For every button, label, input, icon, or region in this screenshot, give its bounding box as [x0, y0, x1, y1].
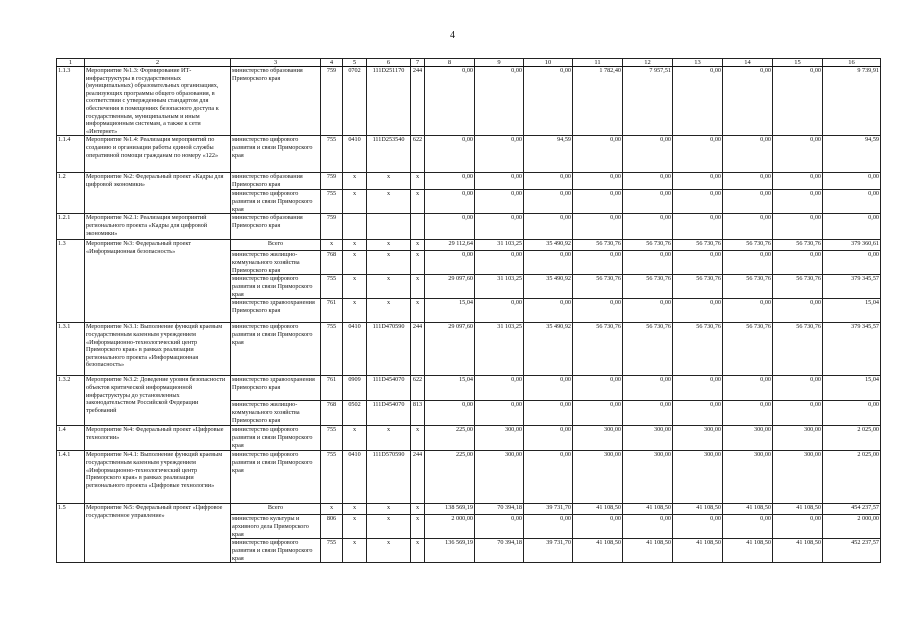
- table-cell: 0,00: [425, 251, 475, 275]
- table-cell: 56 730,76: [673, 323, 723, 376]
- responsible-agency: министерство цифрового развития и связи Приморского края: [231, 323, 321, 376]
- table-cell: 56 730,76: [573, 275, 623, 299]
- table-cell: 0,00: [723, 251, 773, 275]
- table-cell: 111D470590: [367, 323, 411, 376]
- activity-name: Мероприятие №2: Федеральный проект «Кадры для цифровой экономики»: [85, 173, 231, 214]
- table-cell: 35 490,92: [524, 275, 573, 299]
- row-code: 1.3: [57, 240, 85, 323]
- table-cell: 300,00: [723, 451, 773, 504]
- table-cell: 0,00: [623, 251, 673, 275]
- table-cell: 225,00: [425, 426, 475, 451]
- table-cell: 0,00: [673, 173, 723, 190]
- table-cell: 0,00: [573, 214, 623, 240]
- table-cell: 379 345,57: [823, 323, 881, 376]
- table-cell: 300,00: [773, 451, 823, 504]
- column-number: 9: [475, 59, 524, 67]
- table-cell: 0410: [343, 451, 367, 504]
- table-cell: 29 097,60: [425, 323, 475, 376]
- table-cell: 56 730,76: [673, 275, 723, 299]
- responsible-agency: министерство цифрового развития и связи Приморского края: [231, 275, 321, 299]
- table-cell: 0,00: [673, 401, 723, 426]
- table-cell: 31 103,25: [475, 240, 524, 251]
- table-cell: 0502: [343, 401, 367, 426]
- table-cell: 755: [321, 323, 343, 376]
- table-cell: 41 108,50: [573, 504, 623, 515]
- table-cell: 300,00: [623, 451, 673, 504]
- table-cell: 1 782,40: [573, 67, 623, 136]
- table-cell: 56 730,76: [723, 240, 773, 251]
- column-number: 4: [321, 59, 343, 67]
- table-cell: 0,00: [723, 376, 773, 401]
- responsible-agency: министерство цифрового развития и связи Приморского края: [231, 190, 321, 214]
- table-cell: 0,00: [823, 173, 881, 190]
- table-cell: 622: [411, 136, 425, 173]
- table-cell: 0,00: [475, 376, 524, 401]
- table-cell: 0,00: [623, 136, 673, 173]
- table-cell: x: [343, 299, 367, 323]
- table-cell: 0,00: [573, 251, 623, 275]
- table-cell: 0410: [343, 136, 367, 173]
- table-cell: 0,00: [623, 173, 673, 190]
- table-cell: x: [411, 504, 425, 515]
- column-number: 10: [524, 59, 573, 67]
- table-cell: 0,00: [425, 173, 475, 190]
- table-cell: 244: [411, 451, 425, 504]
- table-cell: [343, 214, 367, 240]
- table-cell: 0,00: [823, 190, 881, 214]
- table-cell: 0,00: [524, 376, 573, 401]
- table-cell: x: [367, 275, 411, 299]
- table-cell: 0,00: [475, 299, 524, 323]
- activity-name: Мероприятие №1.4: Реализация мероприятий по созданию и организации работы единой службы оперативной помощи гражданам по номеру «122»: [85, 136, 231, 173]
- table-cell: 0,00: [475, 251, 524, 275]
- table-cell: 0,00: [773, 299, 823, 323]
- responsible-agency: министерство цифрового развития и связи Приморского края: [231, 426, 321, 451]
- table-row: [57, 214, 881, 240]
- table-cell: 7 957,51: [623, 67, 673, 136]
- responsible-agency: министерство жилищно-коммунального хозяйства Приморского края: [231, 401, 321, 426]
- table-cell: 31 103,25: [475, 323, 524, 376]
- table-cell: 0,00: [573, 401, 623, 426]
- table-cell: 0,00: [823, 214, 881, 240]
- table-cell: x: [367, 299, 411, 323]
- row-code: 1.1.3: [57, 67, 85, 136]
- table-cell: x: [343, 426, 367, 451]
- table-cell: 761: [321, 299, 343, 323]
- table-cell: 0,00: [623, 299, 673, 323]
- table-cell: 0,00: [773, 376, 823, 401]
- table-cell: 0,00: [623, 401, 673, 426]
- column-number: 1: [57, 59, 85, 67]
- table-cell: 94,59: [823, 136, 881, 173]
- activity-name: Мероприятие №3: Федеральный проект «Информационная безопасность»: [85, 240, 231, 323]
- table-cell: x: [321, 504, 343, 515]
- table-cell: 2 025,00: [823, 451, 881, 504]
- table-cell: 0,00: [524, 299, 573, 323]
- table-cell: 0,00: [823, 401, 881, 426]
- table-cell: 31 103,25: [475, 275, 524, 299]
- budget-table: [56, 58, 881, 563]
- table-cell: 0,00: [425, 136, 475, 173]
- table-row: [57, 426, 881, 451]
- table-cell: 0,00: [524, 401, 573, 426]
- table-cell: 0,00: [773, 190, 823, 214]
- table-cell: 0,00: [723, 136, 773, 173]
- table-cell: 300,00: [673, 426, 723, 451]
- activity-name: Мероприятие №2.1: Реализация мероприятий регионального проекта «Кадры для цифровой экономики»: [85, 214, 231, 240]
- table-cell: x: [343, 515, 367, 539]
- table-cell: 0,00: [773, 136, 823, 173]
- table-cell: 0,00: [673, 136, 723, 173]
- table-cell: 755: [321, 451, 343, 504]
- activity-name: Мероприятие №5: Федеральный проект «Цифровое государственное управление»: [85, 504, 231, 563]
- table-cell: 0,00: [425, 401, 475, 426]
- table-cell: 111D454070: [367, 401, 411, 426]
- table-cell: 0,00: [773, 515, 823, 539]
- table-cell: 0,00: [573, 173, 623, 190]
- table-cell: x: [343, 504, 367, 515]
- table-cell: x: [367, 251, 411, 275]
- table-cell: 41 108,50: [573, 539, 623, 563]
- table-cell: 0,00: [573, 376, 623, 401]
- table-cell: 0,00: [723, 67, 773, 136]
- table-cell: 379 360,61: [823, 240, 881, 251]
- table-cell: 300,00: [673, 451, 723, 504]
- table-cell: 15,04: [823, 299, 881, 323]
- table-cell: 0,00: [573, 515, 623, 539]
- table-cell: 806: [321, 515, 343, 539]
- table-cell: 0,00: [673, 67, 723, 136]
- table-cell: 755: [321, 539, 343, 563]
- table-cell: 0702: [343, 67, 367, 136]
- table-cell: 0,00: [475, 214, 524, 240]
- row-code: 1.1.4: [57, 136, 85, 173]
- table-cell: 768: [321, 401, 343, 426]
- header-row: [57, 59, 881, 67]
- responsible-agency: министерство здравоохранения Приморского края: [231, 299, 321, 323]
- table-cell: 39 731,70: [524, 539, 573, 563]
- table-row: [57, 67, 881, 136]
- table-cell: x: [367, 515, 411, 539]
- table-cell: x: [411, 539, 425, 563]
- table-row: [57, 173, 881, 190]
- table-cell: 0,00: [425, 67, 475, 136]
- column-number: 12: [623, 59, 673, 67]
- table-cell: x: [343, 539, 367, 563]
- table-cell: 0410: [343, 323, 367, 376]
- table-cell: x: [367, 173, 411, 190]
- table-cell: 0,00: [524, 190, 573, 214]
- table-cell: 0,00: [425, 190, 475, 214]
- table-cell: 300,00: [773, 426, 823, 451]
- responsible-agency: Всего: [231, 240, 321, 251]
- table-cell: 0,00: [573, 136, 623, 173]
- responsible-agency: министерство образования Приморского края: [231, 67, 321, 136]
- table-cell: 0,00: [524, 214, 573, 240]
- table-row: [57, 240, 881, 251]
- table-cell: 2 025,00: [823, 426, 881, 451]
- table-cell: x: [343, 275, 367, 299]
- table-cell: 300,00: [573, 426, 623, 451]
- table-cell: 225,00: [425, 451, 475, 504]
- column-number: 7: [411, 59, 425, 67]
- table-cell: 300,00: [475, 426, 524, 451]
- table-cell: 0,00: [723, 190, 773, 214]
- table-cell: 56 730,76: [573, 240, 623, 251]
- table-cell: 0,00: [475, 515, 524, 539]
- row-code: 1.2.1: [57, 214, 85, 240]
- table-cell: 300,00: [573, 451, 623, 504]
- row-code: 1.4: [57, 426, 85, 451]
- table-cell: 759: [321, 67, 343, 136]
- table-cell: 0,00: [673, 299, 723, 323]
- table-cell: 70 394,18: [475, 539, 524, 563]
- table-cell: 0,00: [723, 299, 773, 323]
- table-cell: 35 490,92: [524, 240, 573, 251]
- responsible-agency: министерство жилищно-коммунального хозяйства Приморского края: [231, 251, 321, 275]
- table-cell: 39 731,70: [524, 504, 573, 515]
- activity-name: Мероприятие №4: Федеральный проект «Цифровые технологии»: [85, 426, 231, 451]
- table-cell: 0,00: [475, 401, 524, 426]
- table-cell: x: [321, 240, 343, 251]
- column-number: 8: [425, 59, 475, 67]
- table-cell: 759: [321, 173, 343, 190]
- table-cell: 0,00: [723, 214, 773, 240]
- responsible-agency: министерство культуры и архивного дела Приморского края: [231, 515, 321, 539]
- table-cell: 0,00: [673, 190, 723, 214]
- table-cell: 111D251170: [367, 67, 411, 136]
- table-row: [57, 376, 881, 401]
- table-cell: x: [411, 173, 425, 190]
- table-cell: 0,00: [425, 214, 475, 240]
- column-number: 14: [723, 59, 773, 67]
- table-cell: 0,00: [673, 376, 723, 401]
- table-cell: 41 108,50: [623, 539, 673, 563]
- table-cell: 70 394,18: [475, 504, 524, 515]
- table-cell: 15,04: [425, 299, 475, 323]
- table-cell: 755: [321, 190, 343, 214]
- table-cell: 56 730,76: [723, 323, 773, 376]
- page-number: 4: [450, 30, 455, 41]
- table-cell: 0,00: [773, 401, 823, 426]
- table-cell: 29 097,60: [425, 275, 475, 299]
- table-cell: 56 730,76: [773, 240, 823, 251]
- row-code: 1.3.2: [57, 376, 85, 426]
- table-cell: 0,00: [723, 515, 773, 539]
- table-cell: 2 000,00: [823, 515, 881, 539]
- table-cell: 111D570590: [367, 451, 411, 504]
- table-cell: 0,00: [623, 214, 673, 240]
- table-cell: x: [367, 539, 411, 563]
- table-cell: 41 108,50: [723, 539, 773, 563]
- row-code: 1.2: [57, 173, 85, 214]
- table-cell: 41 108,50: [673, 504, 723, 515]
- responsible-agency: министерство образования Приморского края: [231, 214, 321, 240]
- table-cell: 56 730,76: [773, 275, 823, 299]
- table-cell: x: [343, 240, 367, 251]
- table-cell: 755: [321, 275, 343, 299]
- column-number: 16: [823, 59, 881, 67]
- table-cell: 755: [321, 136, 343, 173]
- table-cell: 452 237,57: [823, 539, 881, 563]
- table-cell: 0,00: [673, 515, 723, 539]
- table-cell: 0,00: [524, 251, 573, 275]
- column-number: 13: [673, 59, 723, 67]
- table-cell: 56 730,76: [673, 240, 723, 251]
- activity-name: Мероприятие №3.2: Доведение уровня безопасности объектов критической информационной инфраструктуры до установленных законодательством Российской Федерации требований: [85, 376, 231, 426]
- table-cell: 0,00: [623, 190, 673, 214]
- table-cell: 0909: [343, 376, 367, 401]
- table-cell: 0,00: [573, 190, 623, 214]
- table-cell: 94,59: [524, 136, 573, 173]
- table-cell: x: [367, 426, 411, 451]
- table-cell: 41 108,50: [773, 539, 823, 563]
- table-cell: 111D253540: [367, 136, 411, 173]
- table-cell: 454 237,57: [823, 504, 881, 515]
- table-cell: 0,00: [524, 426, 573, 451]
- column-number: 11: [573, 59, 623, 67]
- table-cell: x: [367, 240, 411, 251]
- table-cell: 300,00: [475, 451, 524, 504]
- table-cell: x: [411, 240, 425, 251]
- table-row: [57, 504, 881, 515]
- table-cell: 244: [411, 323, 425, 376]
- column-number: 3: [231, 59, 321, 67]
- activity-name: Мероприятие №4.1: Выполнение функций краевым государственным казенным учреждением «Информационно-технологический центр Приморского края» в рамках реализации регионального проекта «Цифровые технологии»: [85, 451, 231, 504]
- table-cell: 56 730,76: [623, 275, 673, 299]
- table-cell: 56 730,76: [773, 323, 823, 376]
- activity-name: Мероприятие №1.3: Формирование ИТ-инфраструктуры в государственных (муниципальных) образовательных организациях, реализующих программы общего образования, в соответствии с утвержденным стандартом для обеспечения в помещениях безопасного доступа к государственным, муниципальным и иным информационным системам, а также к сети «Интернет»: [85, 67, 231, 136]
- table-cell: 0,00: [524, 515, 573, 539]
- table-cell: 41 108,50: [773, 504, 823, 515]
- table-row: [57, 323, 881, 376]
- column-number: 6: [367, 59, 411, 67]
- column-number: 5: [343, 59, 367, 67]
- table-cell: 761: [321, 376, 343, 401]
- table-cell: [411, 214, 425, 240]
- table-cell: x: [411, 299, 425, 323]
- table-cell: 41 108,50: [623, 504, 673, 515]
- table-body: [57, 59, 881, 563]
- table-cell: 56 730,76: [723, 275, 773, 299]
- table-cell: x: [343, 251, 367, 275]
- table-cell: 136 569,19: [425, 539, 475, 563]
- table-cell: x: [367, 190, 411, 214]
- table-cell: 0,00: [773, 214, 823, 240]
- responsible-agency: министерство образования Приморского края: [231, 173, 321, 190]
- table-cell: x: [411, 190, 425, 214]
- table-cell: 56 730,76: [623, 240, 673, 251]
- table-cell: 0,00: [475, 173, 524, 190]
- table-cell: 300,00: [723, 426, 773, 451]
- table-cell: 15,04: [823, 376, 881, 401]
- table-cell: 2 000,00: [425, 515, 475, 539]
- table-cell: x: [411, 426, 425, 451]
- table-cell: 9 739,91: [823, 67, 881, 136]
- table-cell: x: [343, 190, 367, 214]
- table-cell: 41 108,50: [723, 504, 773, 515]
- responsible-agency: министерство цифрового развития и связи Приморского края: [231, 539, 321, 563]
- table-cell: 15,04: [425, 376, 475, 401]
- table-cell: 0,00: [524, 173, 573, 190]
- column-number: 15: [773, 59, 823, 67]
- table-cell: 56 730,76: [623, 323, 673, 376]
- table-cell: [367, 214, 411, 240]
- table-cell: 0,00: [723, 401, 773, 426]
- table-cell: 0,00: [623, 515, 673, 539]
- table-cell: 300,00: [623, 426, 673, 451]
- table-cell: 0,00: [773, 173, 823, 190]
- responsible-agency: Всего: [231, 504, 321, 515]
- table-cell: 622: [411, 376, 425, 401]
- table-cell: x: [411, 515, 425, 539]
- table-cell: 759: [321, 214, 343, 240]
- table-cell: 41 108,50: [673, 539, 723, 563]
- activity-name: Мероприятие №3.1: Выполнение функций краевым государственным казенным учреждением «Информационно-технологический центр Приморского края» в рамках реализации регионального проекта «Информационная безопасность»: [85, 323, 231, 376]
- table-cell: 0,00: [475, 136, 524, 173]
- table-cell: 111D454070: [367, 376, 411, 401]
- responsible-agency: министерство здравоохранения Приморского края: [231, 376, 321, 401]
- table-cell: 0,00: [673, 214, 723, 240]
- responsible-agency: министерство цифрового развития и связи Приморского края: [231, 451, 321, 504]
- table-cell: 813: [411, 401, 425, 426]
- table-cell: 0,00: [823, 251, 881, 275]
- table-cell: 0,00: [475, 190, 524, 214]
- table-cell: 0,00: [773, 67, 823, 136]
- table-cell: 244: [411, 67, 425, 136]
- table-cell: 35 490,92: [524, 323, 573, 376]
- table-cell: x: [411, 251, 425, 275]
- column-number: 2: [85, 59, 231, 67]
- row-code: 1.4.1: [57, 451, 85, 504]
- table-cell: 768: [321, 251, 343, 275]
- table-row: [57, 451, 881, 504]
- table-cell: 755: [321, 426, 343, 451]
- table-cell: 56 730,76: [573, 323, 623, 376]
- table-cell: 29 112,64: [425, 240, 475, 251]
- table-cell: 0,00: [573, 299, 623, 323]
- table-cell: 379 345,57: [823, 275, 881, 299]
- table-row: [57, 136, 881, 173]
- table-cell: x: [367, 504, 411, 515]
- table-cell: 0,00: [524, 67, 573, 136]
- table-cell: 0,00: [773, 251, 823, 275]
- row-code: 1.3.1: [57, 323, 85, 376]
- table-cell: 0,00: [524, 451, 573, 504]
- table-cell: 138 569,19: [425, 504, 475, 515]
- row-code: 1.5: [57, 504, 85, 563]
- table-cell: 0,00: [723, 173, 773, 190]
- responsible-agency: министерство цифрового развития и связи Приморского края: [231, 136, 321, 173]
- table-cell: x: [343, 173, 367, 190]
- table-cell: 0,00: [475, 67, 524, 136]
- table-cell: 0,00: [673, 251, 723, 275]
- table-cell: x: [411, 275, 425, 299]
- table-cell: 0,00: [623, 376, 673, 401]
